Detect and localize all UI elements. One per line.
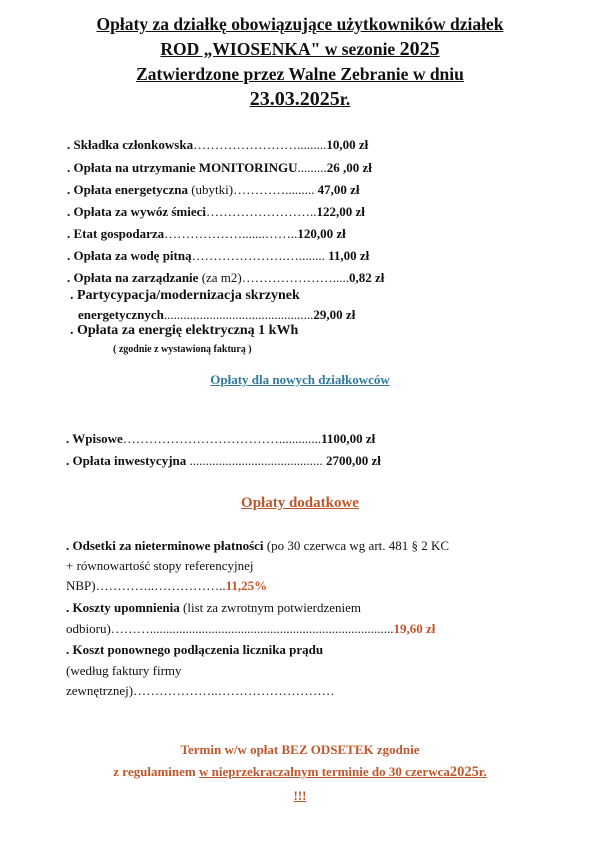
fee-row: . Opłata energetyczna (ubytki)…………......... 47,00 zł [67, 182, 360, 197]
section-title-new-members: Opłaty dla nowych działkowców [210, 372, 390, 387]
fee-row: . Składka członkowska…………………….........10,00 zł [67, 137, 369, 152]
header-line-3: Zatwierdzone przez Walne Zebranie w dniu [136, 64, 464, 84]
fee-partycypacja-line-1: . Partycypacja/modernizacja skrzynek [70, 288, 300, 303]
new-fee-row: . Opłata inwestycyjna ......................................... 2700,00 zł [66, 453, 381, 468]
fee-row: . Opłata na zarządzanie (za m2)………………….....0,82 zł [67, 270, 385, 285]
section-title-extra-fees: Opłaty dodatkowe [241, 495, 359, 511]
new-fee-row: . Wpisowe……………………………….............1100,00 zł [66, 431, 376, 446]
extra-odsetki-line-1: . Odsetki za nieterminowe płatności (po 30 czerwca wg art. 481 § 2 KC [66, 538, 450, 553]
footer-line-2: z regulaminem w nieprzekraczalnym terminie do 30 czerwca2025r. [113, 764, 487, 780]
extra-upomnienie-line-2: odbioru)………...........................................................................19,60 zł [66, 621, 436, 636]
extra-podlaczenie-line-3: zewnętrznej)………………..……………………… [66, 683, 335, 698]
fee-energia-note: ( zgodnie z wystawioną fakturą ) [113, 344, 252, 355]
fee-row: . Etat gospodarza……………….......……..120,00 zł [67, 226, 346, 241]
fee-row: . Opłata za wodę pitną………………….…........ 11,00 zł [67, 248, 370, 263]
extra-odsetki-line-2: + równowartość stopy referencyjnej [66, 558, 254, 573]
footer-line-3: !!! [293, 788, 307, 803]
header-line-2: ROD „WIOSENKA" w sezonie 2025 [160, 38, 440, 60]
fee-partycypacja-line-2: energetycznych..............................................29,00 zł [78, 307, 356, 322]
extra-podlaczenie-line-1: . Koszt ponownego podłączenia licznika prądu [66, 642, 324, 657]
extra-podlaczenie-line-2: (według faktury firmy [66, 663, 182, 678]
fee-row: . Opłata na utrzymanie MONITORINGU.........26 ,00 zł [67, 160, 372, 175]
extra-upomnienie-line-1: . Koszty upomnienia (list za zwrotnym potwierdzeniem [66, 600, 361, 615]
fee-energia: . Opłata za energię elektryczną 1 kWh [70, 323, 299, 338]
header-line-4: 23.03.2025r. [249, 88, 351, 110]
extra-odsetki-line-3: NBP)…………..……………..11,25% [66, 578, 268, 593]
header-line-1: Opłaty za działkę obowiązujące użytkowników działek [96, 14, 504, 34]
fee-row: . Opłata za wywóz śmieci……………………..122,00 zł [67, 204, 365, 219]
footer-line-1: Termin w/w opłat BEZ ODSETEK zgodnie [180, 742, 420, 757]
